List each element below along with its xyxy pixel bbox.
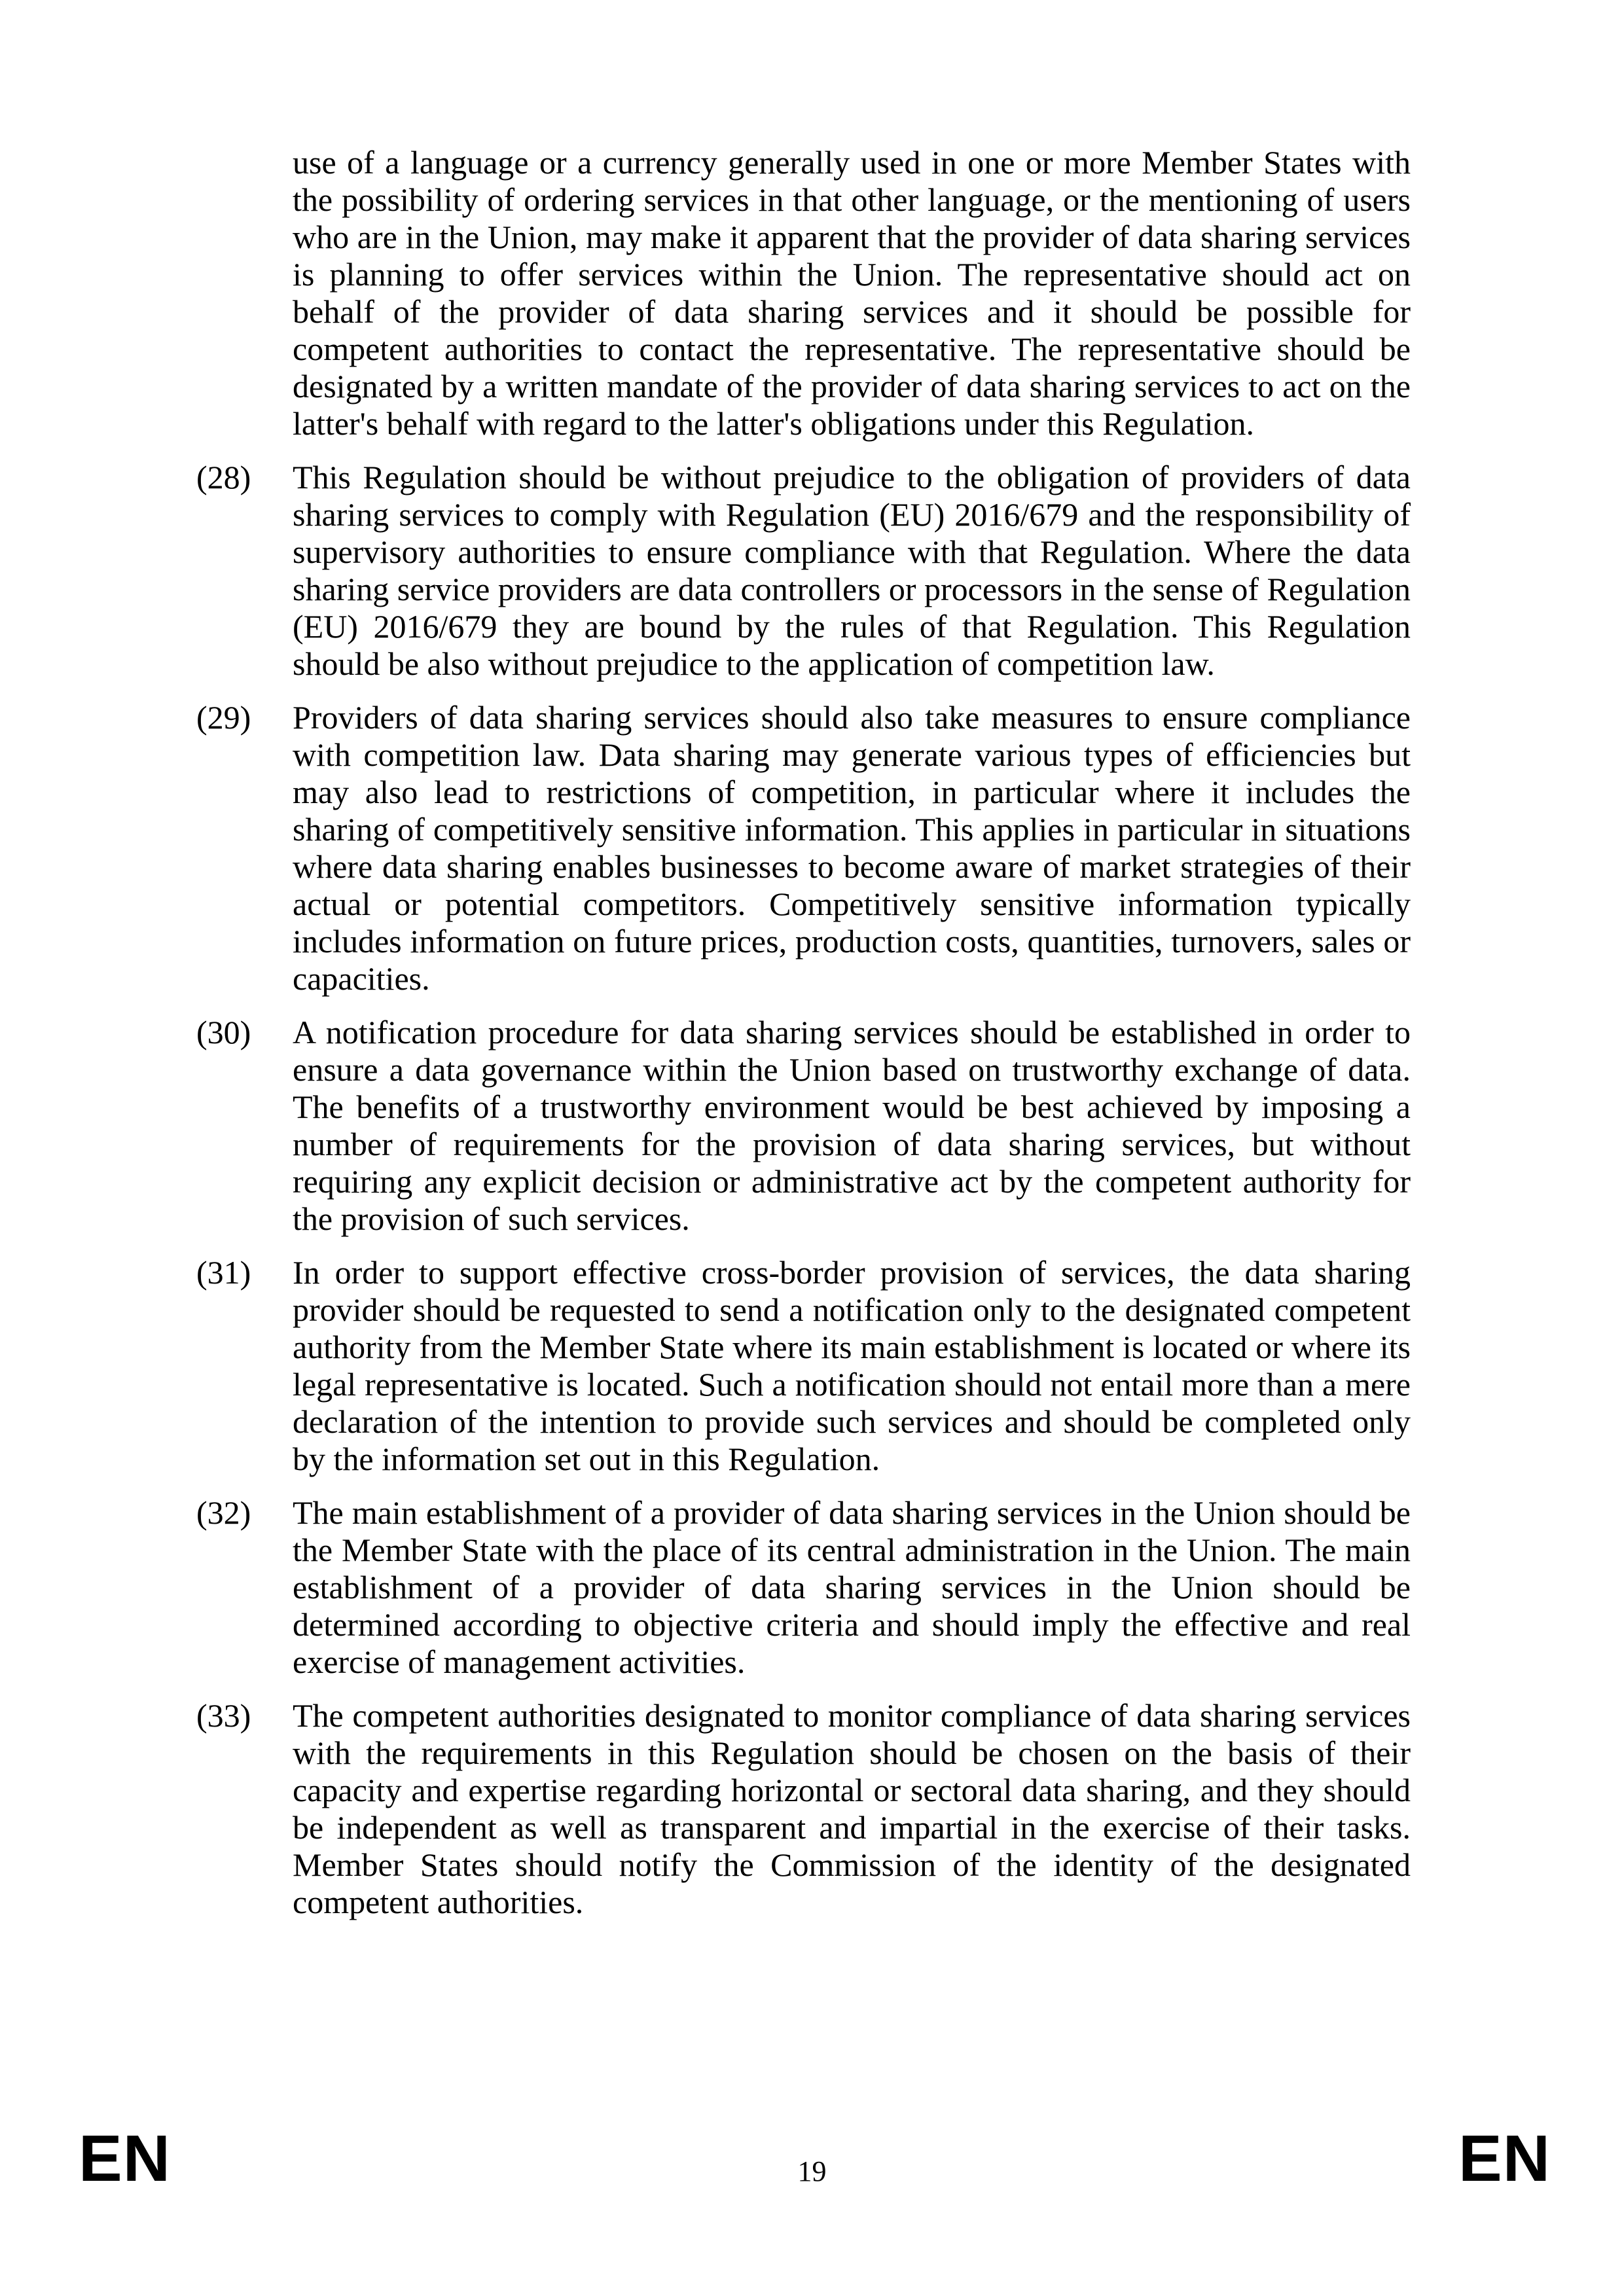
recital-item xyxy=(196,1014,1411,1238)
language-tag-right: EN xyxy=(1458,2122,1551,2195)
recital-text: The main establishment of a provider of data sharing services in the Union should be the Member State with the place of its central administration in the Union. The main establishment of a provider of data sharing services in the Union should be determined according to objective criteria and should imply the effective and real exercise of management activities. xyxy=(293,1494,1411,1680)
recital-number: (33) xyxy=(196,1697,251,1734)
recital-item xyxy=(196,1697,1411,1921)
recital-number: (30) xyxy=(196,1014,251,1050)
recital-number: (31) xyxy=(196,1254,251,1291)
recital-number: (28) xyxy=(196,459,251,495)
page-number: 19 xyxy=(797,2155,827,2187)
recital-item xyxy=(196,1494,1411,1681)
recital-item xyxy=(196,1254,1411,1478)
language-tag-left: EN xyxy=(79,2122,171,2195)
recital-text: The competent authorities designated to monitor compliance of data sharing services with the requirements in this Regulation should be chosen on the basis of their capacity and expertise regarding horizontal or sectoral data sharing, and they should be independent as well as transparent and impartial in the exercise of their tasks. Member States should notify the Commission of the identity of the designated competent authorities. xyxy=(293,1697,1411,1920)
recital-text: A notification procedure for data sharing services should be established in order to ensure a data governance within the Union based on trustworthy exchange of data. The benefits of a trustworthy environment would be best achieved by imposing a number of requirements for the provision of data sharing services, but without requiring any explicit decision or administrative act by the competent authority for the provision of such services. xyxy=(293,1014,1411,1237)
recital-text: Providers of data sharing services should also take measures to ensure compliance with competition law. Data sharing may generate various types of efficiencies but may also lead to restrictions of competition, in particular where it includes the sharing of competitively sensitive information. This applies in particular in situations where data sharing enables businesses to become aware of market strategies of their actual or potential competitors. Competitively sensitive information typically includes information on future prices, production costs, quantities, turnovers, sales or capacities. xyxy=(293,699,1411,997)
recital-text: This Regulation should be without prejudice to the obligation of providers of data sharing services to comply with Regulation (EU) 2016/679 and the responsibility of supervisory authorities to ensure compliance with that Regulation. Where the data sharing service providers are data controllers or processors in the sense of Regulation (EU) 2016/679 they are bound by the rules of that Regulation. This Regulation should be also without prejudice to the application of competition law. xyxy=(293,459,1411,682)
recital-item xyxy=(196,699,1411,997)
recital-number: (32) xyxy=(196,1494,251,1531)
recital-number: (29) xyxy=(196,699,251,736)
recital-text: In order to support effective cross-border provision of services, the data sharing provider should be requested to send a notification only to the designated competent authority from the Member State where its main establishment is located or where its legal representative is located. Such a notification should not entail more than a mere declaration of the intention to provide such services and should be completed only by the information set out in this Regulation. xyxy=(293,1254,1411,1477)
recitals-section xyxy=(196,144,1411,1937)
recital-item xyxy=(196,459,1411,683)
continuation-paragraph: use of a language or a currency generally used in one or more Member States with the possibility of ordering services in that other language, or the mentioning of users who are in the Union, may make it apparent that the provider of data sharing services is planning to offer services within the Union. The representative should act on behalf of the provider of data sharing services and it should be possible for competent authorities to contact the representative. The representative should be designated by a written mandate of the provider of data sharing services to act on the latter's behalf with regard to the latter's obligations under this Regulation. xyxy=(293,144,1411,442)
